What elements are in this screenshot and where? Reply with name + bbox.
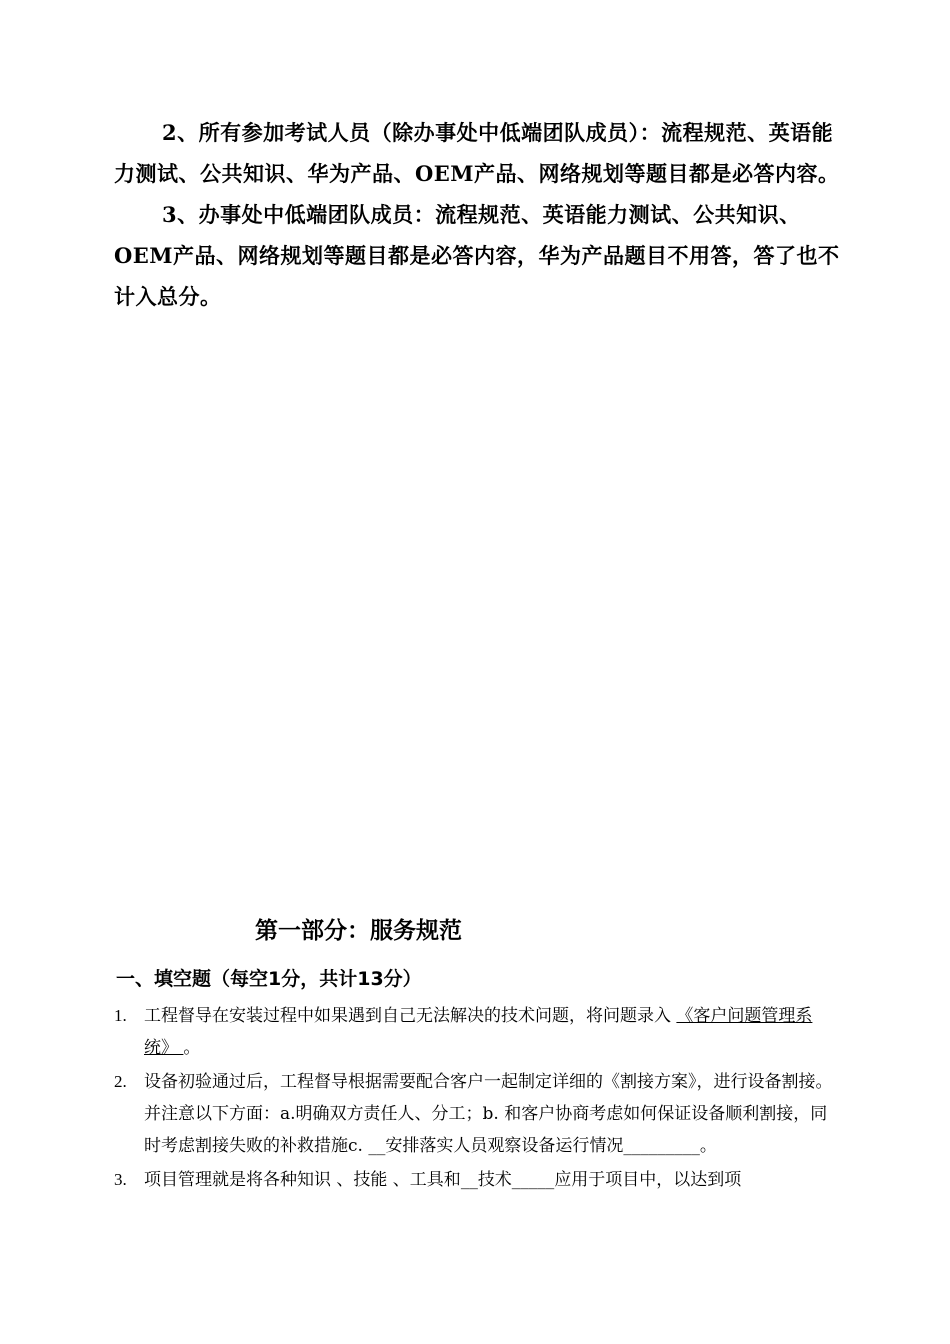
question-text-after: 。 — [699, 1136, 717, 1156]
fill-in-blank-answer: __安排落实人员观察设备运行情况_________ — [368, 1136, 700, 1156]
question-text-before: 工程督导在安装过程中如果遇到自己无法解决的技术问题，将问题录入 — [144, 1006, 677, 1026]
question-item — [114, 1066, 838, 1162]
question-number: 1. — [114, 1006, 127, 1025]
question-text — [144, 1164, 838, 1196]
question-text-before: 设备初验通过后，工程督导根据需要配合客户一起制定详细的《割接方案》，进行设备割接。并注意以下方面：a.明确双方责任人、分工；b. 和客户协商考虑如何保证设备顺利割接，同时考虑割接失败的补救措施c. — [144, 1072, 833, 1156]
question-number: 3. — [114, 1170, 127, 1189]
intro-section — [114, 112, 842, 317]
question-item — [114, 1000, 838, 1064]
question-number: 2. — [114, 1072, 127, 1091]
question-text-before: 项目管理就是将各种知识 、技能 、工具和 — [144, 1170, 461, 1190]
fill-in-blank-answer: __技术_____ — [460, 1170, 555, 1190]
question-text — [144, 1000, 838, 1064]
fill-in-blank-answer: 《客户问题管理系统》 — [144, 1006, 813, 1058]
intro-item-3: 3、办事处中低端团队成员：流程规范、英语能力测试、公共知识、OEM产品、网络规划等题目都是必答内容，华为产品题目不用答，答了也不计入总分。 — [114, 202, 840, 309]
question-list — [114, 1000, 838, 1198]
section-title: 第一部分：服务规范 — [255, 918, 462, 944]
question-text-after: 。 — [183, 1038, 201, 1058]
question-text-after: 应用于项目中，以达到项 — [554, 1170, 742, 1190]
question-item — [114, 1164, 838, 1196]
question-text — [144, 1066, 838, 1162]
intro-item-2: 2、所有参加考试人员（除办事处中低端团队成员）：流程规范、英语能力测试、公共知识、华为产品、OEM产品、网络规划等题目都是必答内容。 — [114, 120, 840, 186]
subsection-title: 一、填空题（每空1分，共计13分） — [116, 968, 422, 990]
